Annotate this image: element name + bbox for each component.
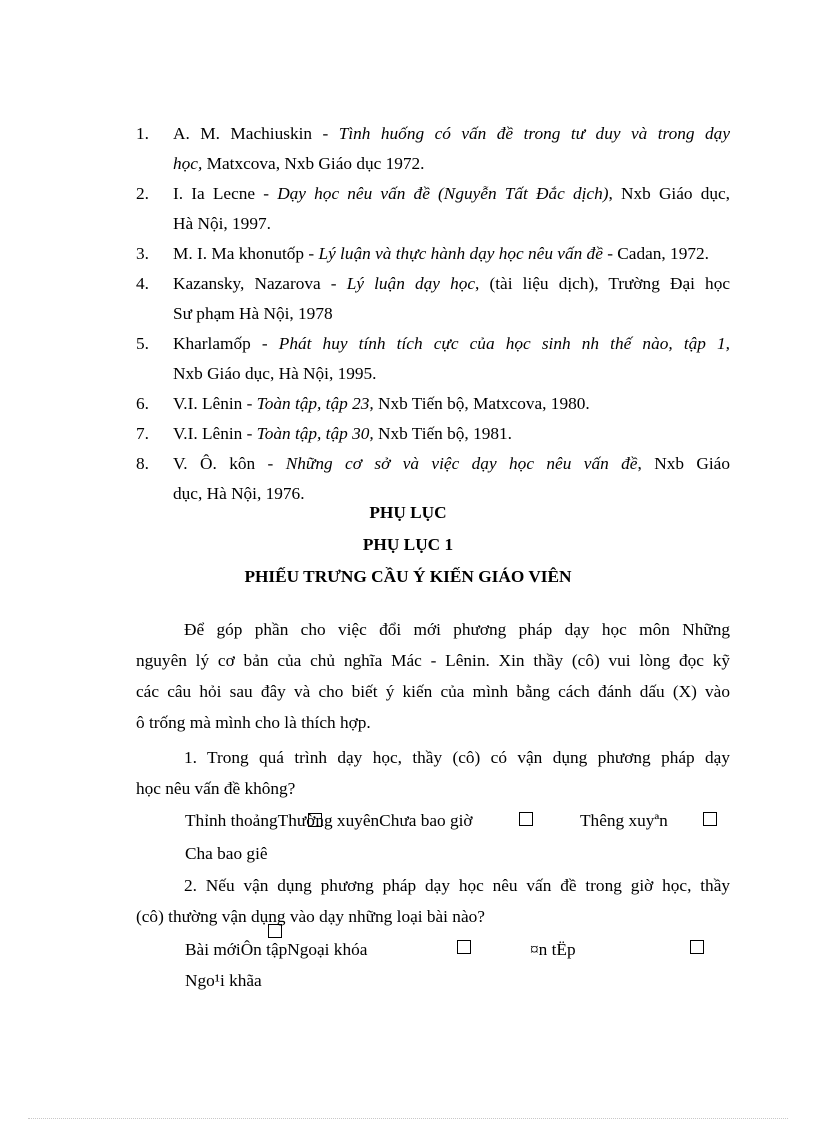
reference-line: Nxb Giáo dục, Hà Nội, 1995. <box>173 364 377 383</box>
reference-title: Dạy học nêu vấn đề (Nguyễn Tất Đắc dịch) <box>277 184 609 203</box>
paragraph-line: Để góp phần cho việc đổi mới phương pháp dạy học môn Những <box>184 620 730 639</box>
reference-item-1 <box>136 119 730 179</box>
reference-line <box>173 389 730 419</box>
question-line: (cô) thường vận dụng vào dạy những loại bài nào? <box>136 907 485 926</box>
reference-line <box>173 119 730 149</box>
reference-number: 7. <box>136 424 149 443</box>
reference-author: I. Ia Lecne - <box>173 184 278 203</box>
reference-number: 1. <box>136 124 149 143</box>
reference-author: V.I. Lênin - <box>173 424 257 443</box>
reference-author: V.I. Lênin - <box>173 394 257 413</box>
question-line: 1. Trong quá trình dạy học, thầy (cô) có vận dụng phương pháp dạy <box>184 748 730 767</box>
q1-checkbox-3[interactable] <box>703 812 717 826</box>
reference-text <box>173 179 730 239</box>
q2-checkbox-2[interactable] <box>457 940 471 954</box>
reference-number: 6. <box>136 394 149 413</box>
reference-line <box>173 419 730 449</box>
reference-line <box>173 329 730 359</box>
reference-title: Toàn tập, tập 23, <box>256 394 374 413</box>
q1-option-b-label: Thêng xuyªn <box>580 811 668 830</box>
survey-title: PHIẾU TRƯNG CẦU Ý KIẾN GIÁO VIÊN <box>244 567 572 586</box>
reference-item-5 <box>136 329 730 389</box>
q1-checkbox-2[interactable] <box>519 812 533 826</box>
reference-text <box>173 389 730 419</box>
reference-item-2 <box>136 179 730 239</box>
reference-title: Lý luận dạy học <box>346 274 476 293</box>
reference-line <box>173 239 730 269</box>
q2-option-c-label: Ngo¹i khãa <box>185 971 262 990</box>
reference-rest: , Nxb Giáo <box>637 454 730 473</box>
reference-title: Lý luận và thực hành dạy học nêu vấn đề <box>318 244 603 263</box>
paragraph-line: các câu hỏi sau đây và cho biết ý kiến của mình bằng cách đánh dấu (X) vào <box>136 682 730 701</box>
reference-text <box>173 419 730 449</box>
reference-rest: , Nxb Giáo dục, <box>608 184 730 203</box>
q2-option-b-label: ¤n tËp <box>530 940 576 959</box>
reference-rest: Nxb Tiến bộ, 1981. <box>373 424 512 443</box>
reference-number: 3. <box>136 244 149 263</box>
reference-title: Những cơ sở và việc dạy học nêu vấn đề <box>285 454 638 473</box>
question-2 <box>136 870 730 932</box>
paragraph-line: ô trống mà mình cho là thích hợp. <box>136 713 371 732</box>
appendix-heading: PHỤ LỤC <box>369 503 447 522</box>
reference-text <box>173 269 730 329</box>
reference-line: Sư phạm Hà Nội, 1978 <box>173 304 333 323</box>
reference-number: 2. <box>136 184 149 203</box>
reference-text <box>173 119 730 179</box>
q2-checkbox-3[interactable] <box>690 940 704 954</box>
reference-line <box>173 269 730 299</box>
reference-item-8 <box>136 449 730 509</box>
question-line: 2. Nếu vận dụng phương pháp dạy học nêu vấn đề trong giờ học, thầy <box>184 876 730 895</box>
paragraph-line: nguyên lý cơ bản của chủ nghĩa Mác - Lênin. Xin thầy (cô) vui lòng đọc kỹ <box>136 651 730 670</box>
reference-number: 5. <box>136 334 149 353</box>
reference-line: Hà Nội, 1997. <box>173 214 271 233</box>
page-bottom-divider <box>28 1118 788 1119</box>
question-line: học nêu vấn đề không? <box>136 779 296 798</box>
reference-rest: - Cadan, 1972. <box>602 244 709 263</box>
reference-item-4 <box>136 269 730 329</box>
reference-author: M. I. Ma khonutốp - <box>173 244 319 263</box>
reference-rest: Nxb Tiến bộ, Matxcova, 1980. <box>373 394 590 413</box>
reference-author: A. M. Machiuskin - <box>173 124 339 143</box>
question-1 <box>136 742 730 804</box>
reference-line: dục, Hà Nội, 1976. <box>173 484 305 503</box>
reference-text <box>173 449 730 509</box>
reference-text <box>173 239 730 269</box>
reference-author: Kharlamốp - <box>173 334 279 353</box>
reference-rest: Matxcova, Nxb Giáo dục 1972. <box>202 154 425 173</box>
reference-list <box>136 119 730 509</box>
q2-option-a-label: Bài mớiÔn tậpNgoại khóa <box>185 940 368 959</box>
q1-option-c-label: Cha bao giê <box>185 844 268 863</box>
reference-title: Tình huống có vấn đề trong tư duy và trong dạy <box>338 124 730 143</box>
reference-author: V. Ô. kôn - <box>173 454 286 473</box>
q1-option-a-label: Thỉnh thoảngThường xuyênChưa bao giờ <box>185 811 473 830</box>
reference-rest: , (tài liệu dịch), Trường Đại học <box>475 274 731 293</box>
reference-text <box>173 329 730 389</box>
reference-line <box>173 179 730 209</box>
reference-line <box>173 449 730 479</box>
reference-number: 4. <box>136 274 149 293</box>
reference-title-cont: học, <box>173 154 203 173</box>
reference-title: Phát huy tính tích cực của học sinh nh thế nào, tập 1, <box>278 334 730 353</box>
reference-item-6 <box>136 389 730 419</box>
q2-checkbox-1[interactable] <box>268 924 282 938</box>
intro-paragraph <box>136 614 730 738</box>
appendix-1-heading: PHỤ LỤC 1 <box>362 535 454 554</box>
reference-item-3 <box>136 239 730 269</box>
reference-line <box>173 149 730 179</box>
reference-item-7 <box>136 419 730 449</box>
reference-author: Kazansky, Nazarova - <box>173 274 347 293</box>
reference-number: 8. <box>136 454 149 473</box>
reference-title: Toàn tập, tập 30, <box>256 424 374 443</box>
q1-checkbox-1[interactable] <box>308 813 322 827</box>
